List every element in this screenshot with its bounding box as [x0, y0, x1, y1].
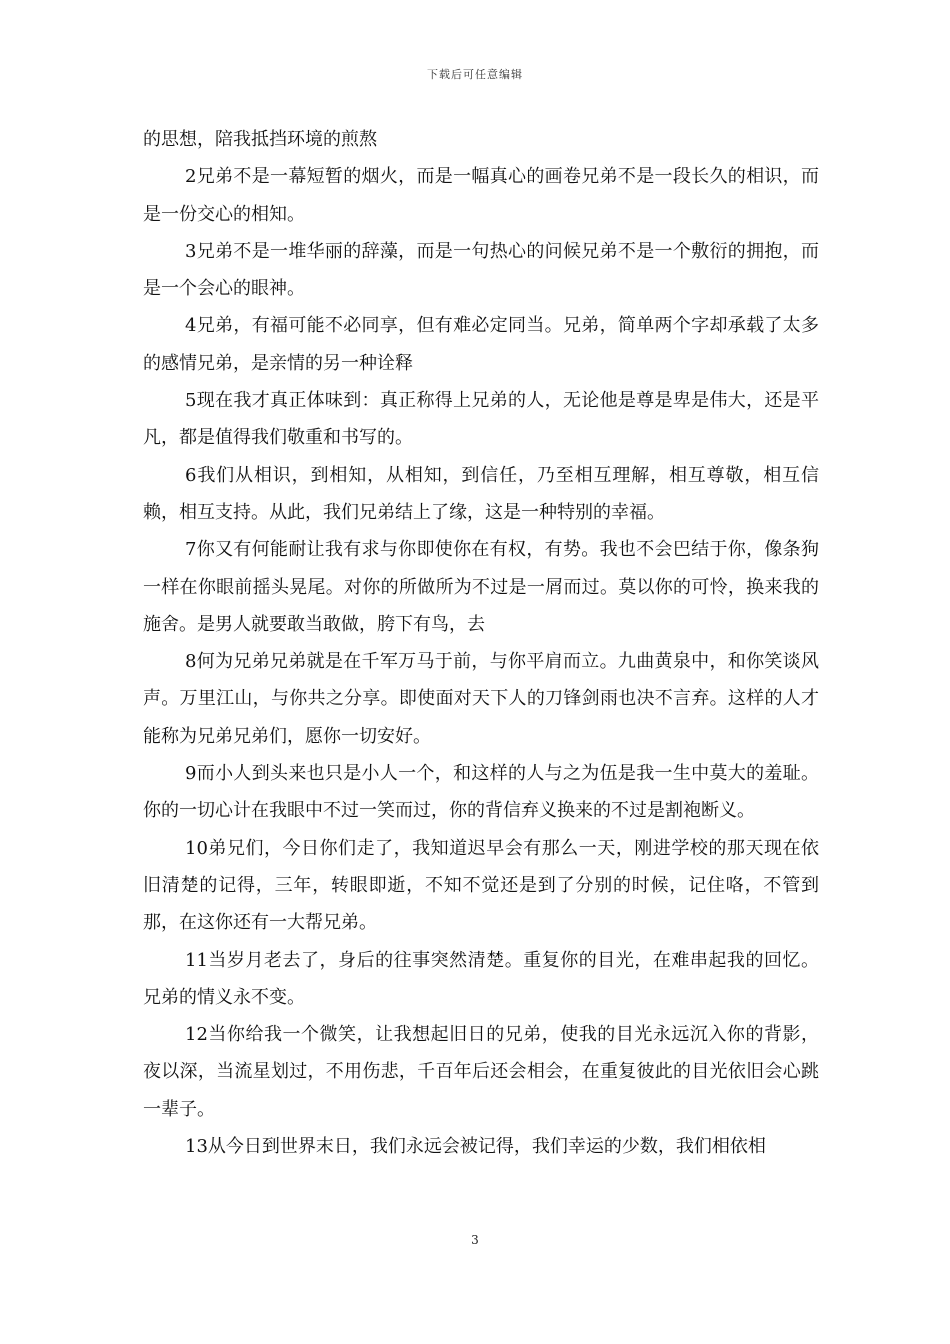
paragraph-8: 8何为兄弟兄弟就是在千军万马于前，与你平肩而立。九曲黄泉中，和你笑谈风声。万里江山，与你共之分享。即使面对天下人的刀锋剑雨也决不言弃。这样的人才能称为兄弟兄弟们，愿你一切安好。: [143, 651, 819, 747]
paragraph-9: 9而小人到头来也只是小人一个，和这样的人与之为伍是我一生中莫大的羞耻。你的一切心计在我眼中不过一笑而过，你的背信弃义换来的不过是割袍断义。: [143, 763, 819, 822]
paragraph-10: 10弟兄们，今日你们走了，我知道迟早会有那么一天，刚进学校的那天现在依旧清楚的记得，三年，转眼即逝，不知不觉还是到了分别的时候，记住咯，不管到那，在这你还有一大帮兄弟。: [143, 837, 819, 934]
paragraph-3: 3兄弟不是一堆华丽的辞藻，而是一句热心的问候兄弟不是一个敷衍的拥抱，而是一个会心的眼神。: [143, 240, 819, 300]
paragraph-12: 12当你给我一个微笑，让我想起旧日的兄弟，使我的目光永远沉入你的背影，夜以深，当流星划过，不用伤悲，千百年后还会相会，在重复彼此的目光依旧会心跳一辈子。: [143, 1024, 819, 1120]
paragraph-7: 7你又有何能耐让我有求与你即使你在有权，有势。我也不会巴结于你，像条狗一样在你眼前摇头晃尾。对你的所做所为不过是一屑而过。莫以你的可怜，换来我的施舍。是男人就要敢当敢做，胯下有鸟，去: [143, 539, 819, 635]
paragraph-2: 2兄弟不是一幕短暂的烟火，而是一幅真心的画卷兄弟不是一段长久的相识，而是一份交心的相知。: [143, 166, 819, 225]
page-number: 3: [471, 1233, 479, 1247]
page-header: 下载后可任意编辑: [427, 68, 523, 81]
paragraph-13: 13从今日到世界末日，我们永远会被记得，我们幸运的少数，我们相依相: [185, 1136, 766, 1158]
paragraph-continued: 的思想，陪我抵挡环境的煎熬: [143, 129, 377, 150]
paragraph-6: 6我们从相识，到相知，从相知，到信任，乃至相互理解，相互尊敬，相互信赖，相互支持。从此，我们兄弟结上了缘，这是一种特别的幸福。: [143, 464, 819, 523]
paragraph-11: 11当岁月老去了，身后的往事突然清楚。重复你的目光，在难串起我的回忆。兄弟的情义永不变。: [143, 949, 819, 1008]
document-body: [143, 121, 819, 1165]
paragraph-4: 4兄弟，有福可能不必同享，但有难必定同当。兄弟，简单两个字却承载了太多的感情兄弟，是亲情的另一种诠释: [143, 315, 819, 374]
paragraph-5: 5现在我才真正体味到：真正称得上兄弟的人，无论他是尊是卑是伟大，还是平凡，都是值得我们敬重和书写的。: [143, 390, 819, 449]
